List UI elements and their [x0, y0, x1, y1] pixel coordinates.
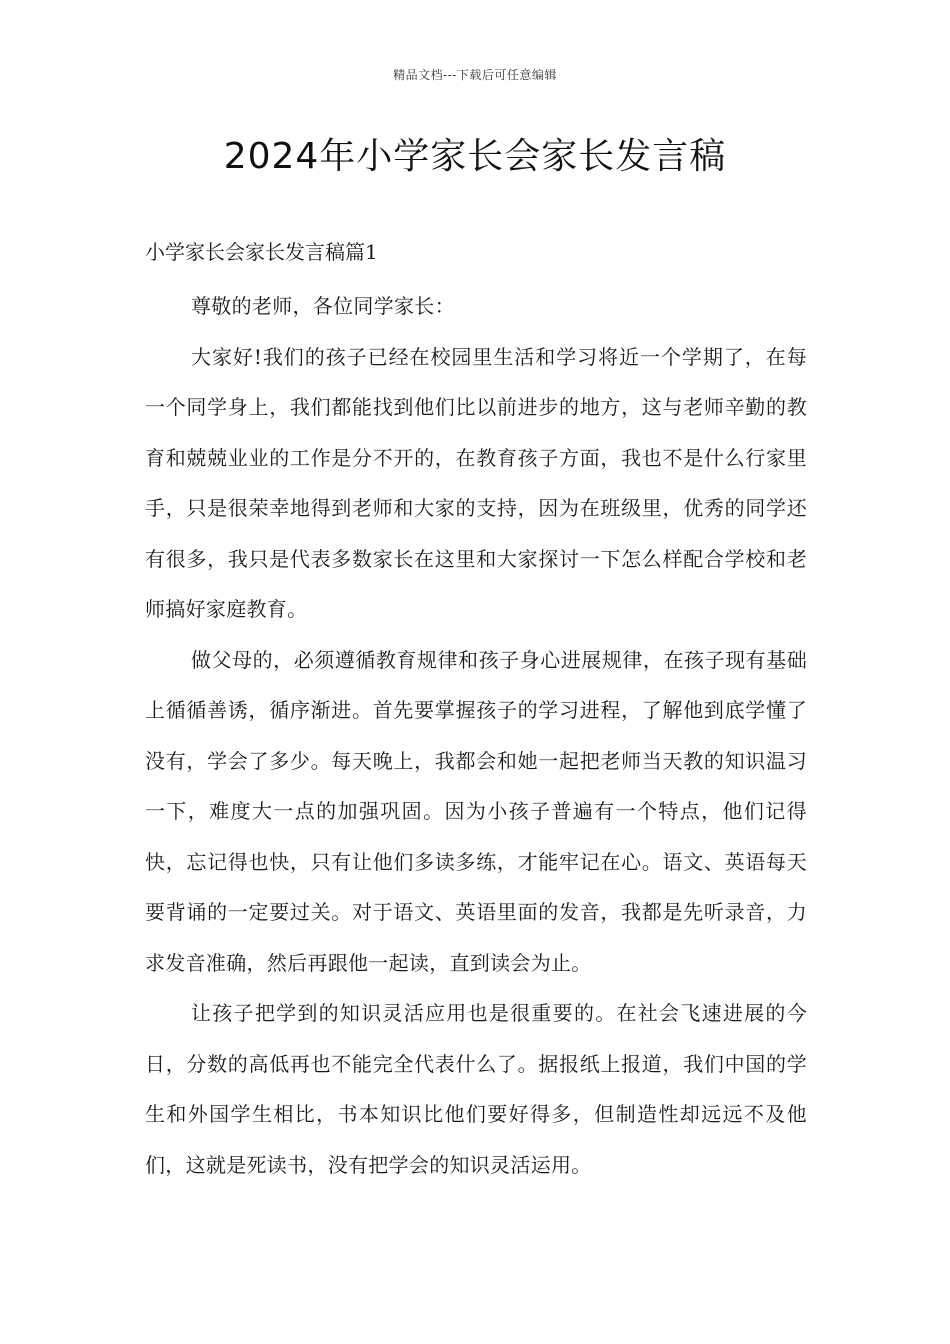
document-body: [145, 232, 807, 1190]
body-paragraph: 让孩子把学到的知识灵活应用也是很重要的。在社会飞速进展的今日，分数的高低再也不能完全代表什么了。据报纸上报道，我们中国的学生和外国学生相比，书本知识比他们要好得多，但制造性却远远不及他们，这就是死读书，没有把学会的知识灵活运用。: [145, 1001, 807, 1177]
header-note: 精品文档---下载后可任意编辑: [393, 68, 557, 82]
section-heading: 小学家长会家长发言稿篇1: [145, 240, 378, 264]
body-paragraph: 大家好!我们的孩子已经在校园里生活和学习将近一个学期了，在每一个同学身上，我们都能找到他们比以前进步的地方，这与老师辛勤的教育和兢兢业业的工作是分不开的，在教育孩子方面，我也不是什么行家里手，只是很荣幸地得到老师和大家的支持，因为在班级里，优秀的同学还有很多，我只是代表多数家长在这里和大家探讨一下怎么样配合学校和老师搞好家庭教育。: [145, 344, 807, 621]
document-title: 2024年小学家长会家长发言稿: [223, 136, 727, 177]
greeting-paragraph: 尊敬的老师，各位同学家长：: [191, 294, 455, 318]
body-paragraph: 做父母的，必须遵循教育规律和孩子身心进展规律，在孩子现有基础上循循善诱，循序渐进。首先要掌握孩子的学习进程，了解他到底学懂了没有，学会了多少。每天晚上，我都会和她一起把老师当天教的知识温习一下，难度大一点的加强巩固。因为小孩子普遍有一个特点，他们记得快，忘记得也快，只有让他们多读多练，才能牢记在心。语文、英语每天要背诵的一定要过关。对于语文、英语里面的发音，我都是先听录音，力求发音准确，然后再跟他一起读，直到读会为止。: [145, 647, 807, 975]
